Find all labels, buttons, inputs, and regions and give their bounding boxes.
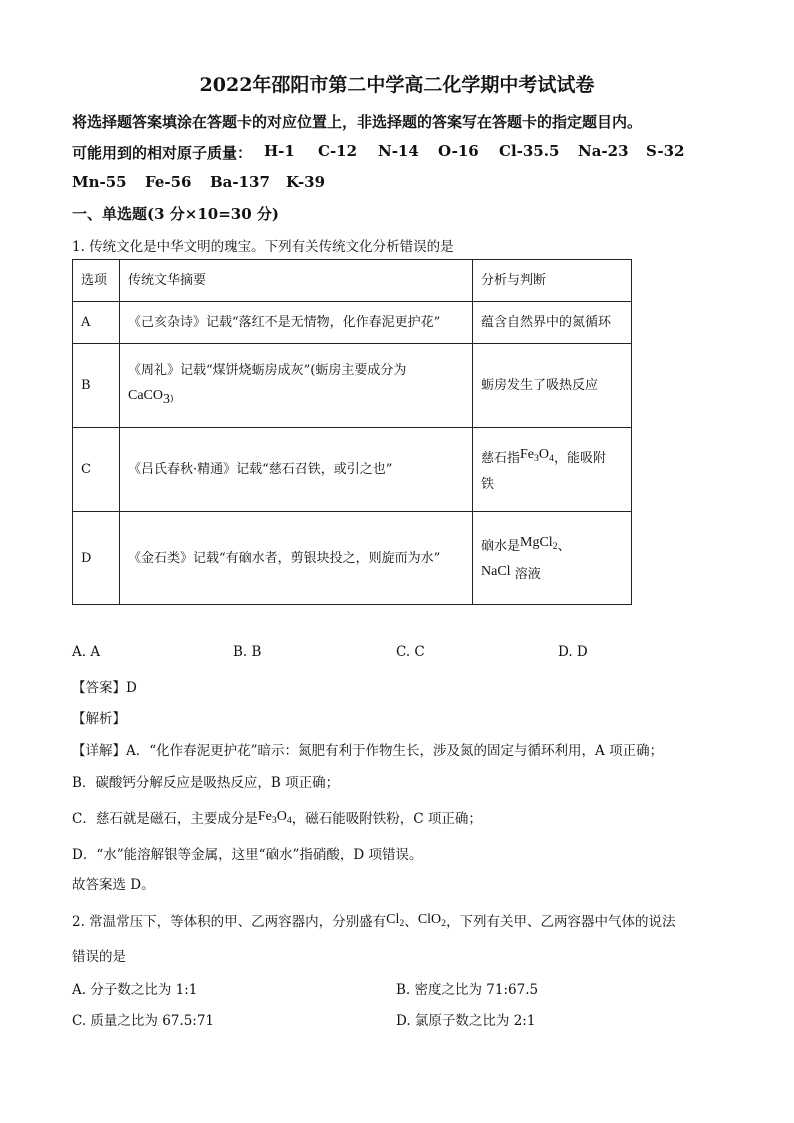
- judgement-cell: [473, 428, 632, 512]
- formula-subscript: 2: [552, 540, 558, 552]
- formula-fe3o4: [520, 447, 554, 465]
- formula-nacl: NaCl: [481, 563, 511, 579]
- option-cell: D: [73, 512, 120, 605]
- table-header-cell: 传统文华摘要: [120, 260, 473, 302]
- atomic-mass-fe: Fe-56: [145, 173, 192, 191]
- option-cell: C: [73, 428, 120, 512]
- atomic-mass-label: 可能用到的相对原子质量：: [72, 144, 253, 162]
- separator: 、: [404, 914, 418, 930]
- conclusion: 故答案选 D。: [72, 877, 155, 893]
- q1-stem: 1. 传统文化是中华文明的瑰宝。下列有关传统文化分析错误的是: [72, 239, 454, 255]
- q1-option-a: A. A: [72, 644, 101, 660]
- formula-fe3o4: [257, 809, 292, 827]
- detail-line-c: [72, 807, 482, 827]
- formula-subscript: 3: [534, 453, 539, 465]
- q1-table: [72, 259, 632, 605]
- formula-subscript: 3: [271, 815, 277, 827]
- detail-text: C．慈石就是磁石，主要成分是: [72, 811, 258, 827]
- excerpt-cell: 《吕氏春秋·精通》记载“慈石召铁，或引之也”: [120, 428, 473, 512]
- table-row: [73, 344, 632, 428]
- atomic-mass-h: H-1: [264, 142, 295, 160]
- instructions: 将选择题答案填涂在答题卡的对应位置上，非选择题的答案写在答题卡的指定题目内。: [72, 113, 643, 131]
- detail-line-a: [72, 739, 663, 759]
- formula-caco3: CaCO: [128, 388, 163, 404]
- judgement-cell: 蕴含自然界中的氮循环: [473, 302, 632, 344]
- atomic-mass-o: O-16: [438, 142, 479, 160]
- atomic-mass-ba: Ba-137: [210, 173, 270, 191]
- table-header-cell: 分析与判断: [473, 260, 632, 302]
- formula-part: MgCl: [520, 534, 553, 550]
- formula-subscript: 4: [549, 453, 554, 465]
- formula-cl2: $Cl_2$: [386, 912, 405, 930]
- judgement-line: [481, 559, 623, 587]
- closing-paren: ): [170, 394, 174, 405]
- atomic-mass-row-1: [72, 142, 252, 163]
- atomic-mass-n: N-14: [378, 142, 419, 160]
- judgement-text: 慈石指: [481, 451, 521, 467]
- judgement-text: 、: [557, 538, 571, 554]
- atomic-mass-mn: Mn-55: [72, 173, 127, 191]
- judgement-line: 铁: [481, 476, 495, 492]
- excerpt-cell: 《金石类》记载“有硇水者，剪银块投之，则旋而为水”: [120, 512, 473, 605]
- q2-option-b: B. 密度之比为 71:67.5: [396, 982, 539, 998]
- judgement-cell: 蛎房发生了吸热反应: [473, 344, 632, 428]
- q2-option-d: D. 氯原子数之比为 2:1: [396, 1013, 536, 1029]
- q2-stem: [72, 910, 676, 930]
- detail-line-b: B．碳酸钙分解反应是吸热反应，B 项正确；: [72, 775, 340, 791]
- judgement-text: 溶液: [514, 566, 541, 582]
- table-row: [73, 428, 632, 512]
- formula-part: Fe: [257, 809, 272, 825]
- detail-line-d: D．“水”能溶解银等金属，这里“硇水”指硝酸，D 项错误。: [72, 847, 423, 863]
- excerpt-cell: 《己亥杂诗》记载“落红不是无情物，化作春泥更护花”: [120, 302, 473, 344]
- formula-part: O: [276, 809, 287, 825]
- q1-option-b: B. B: [233, 644, 262, 660]
- atomic-mass-k: K-39: [286, 173, 326, 191]
- answer-value: D: [126, 680, 137, 696]
- answer-line: [72, 676, 137, 696]
- atomic-mass-cl: Cl-35.5: [499, 142, 560, 160]
- judgement-text: ，能吸附: [553, 451, 606, 467]
- table-header-cell: 选项: [73, 260, 120, 302]
- option-cell: B: [73, 344, 120, 428]
- judgement-text: 硇水是: [481, 538, 521, 554]
- judgement-line: [481, 530, 623, 559]
- formula-subscript: 4: [286, 815, 292, 827]
- analysis-tag: 【解析】: [72, 711, 126, 727]
- table-row: [73, 302, 632, 344]
- page-title: 2022年邵阳市第二中学高二化学期中考试试卷: [199, 74, 595, 96]
- section-heading: 一、单选题(3 分×10=30 分): [72, 205, 279, 223]
- excerpt-line: [128, 383, 464, 413]
- atomic-mass-na: Na-23: [578, 142, 629, 160]
- judgement-line: [481, 442, 623, 471]
- table-header-row: [73, 260, 632, 302]
- q2-stem-text: ，下列有关甲、乙两容器中气体的说法: [446, 914, 676, 930]
- table-row: [73, 512, 632, 605]
- formula-part: Fe: [520, 447, 535, 463]
- answer-tag: 【答案】: [72, 680, 126, 696]
- formula-subscript: 3: [163, 392, 170, 408]
- q2-option-c: C. 质量之比为 67.5:71: [72, 1013, 215, 1029]
- q2-stem-text: 2. 常温常压下，等体积的甲、乙两容器内，分别盛有: [72, 914, 387, 930]
- judgement-cell: [473, 512, 632, 605]
- q2-stem-end: 错误的是: [72, 949, 126, 965]
- excerpt-cell: [120, 344, 473, 428]
- option-cell: A: [73, 302, 120, 344]
- q2-option-a: A. 分子数之比为 1:1: [72, 982, 198, 998]
- detail-text: ，磁石能吸附铁粉，C 项正确；: [291, 811, 482, 827]
- detail-tag: 【详解】: [72, 743, 126, 759]
- q1-option-d: D. D: [558, 644, 588, 660]
- detail-text: A．“化作春泥更护花”暗示：氮肥有利于作物生长，涉及氮的固定与循环利用，A 项正确；: [126, 743, 664, 759]
- excerpt-line: 《周礼》记载“煤饼烧蛎房成灰”(蛎房主要成分为: [128, 363, 407, 379]
- formula-mgcl2: [520, 535, 558, 550]
- q1-option-c: C. C: [396, 644, 425, 660]
- atomic-mass-s: S-32: [646, 142, 685, 160]
- atomic-mass-c: C-12: [318, 142, 358, 160]
- formula-part: O: [538, 447, 550, 463]
- formula-clo2: ClO$_2$: [417, 912, 447, 930]
